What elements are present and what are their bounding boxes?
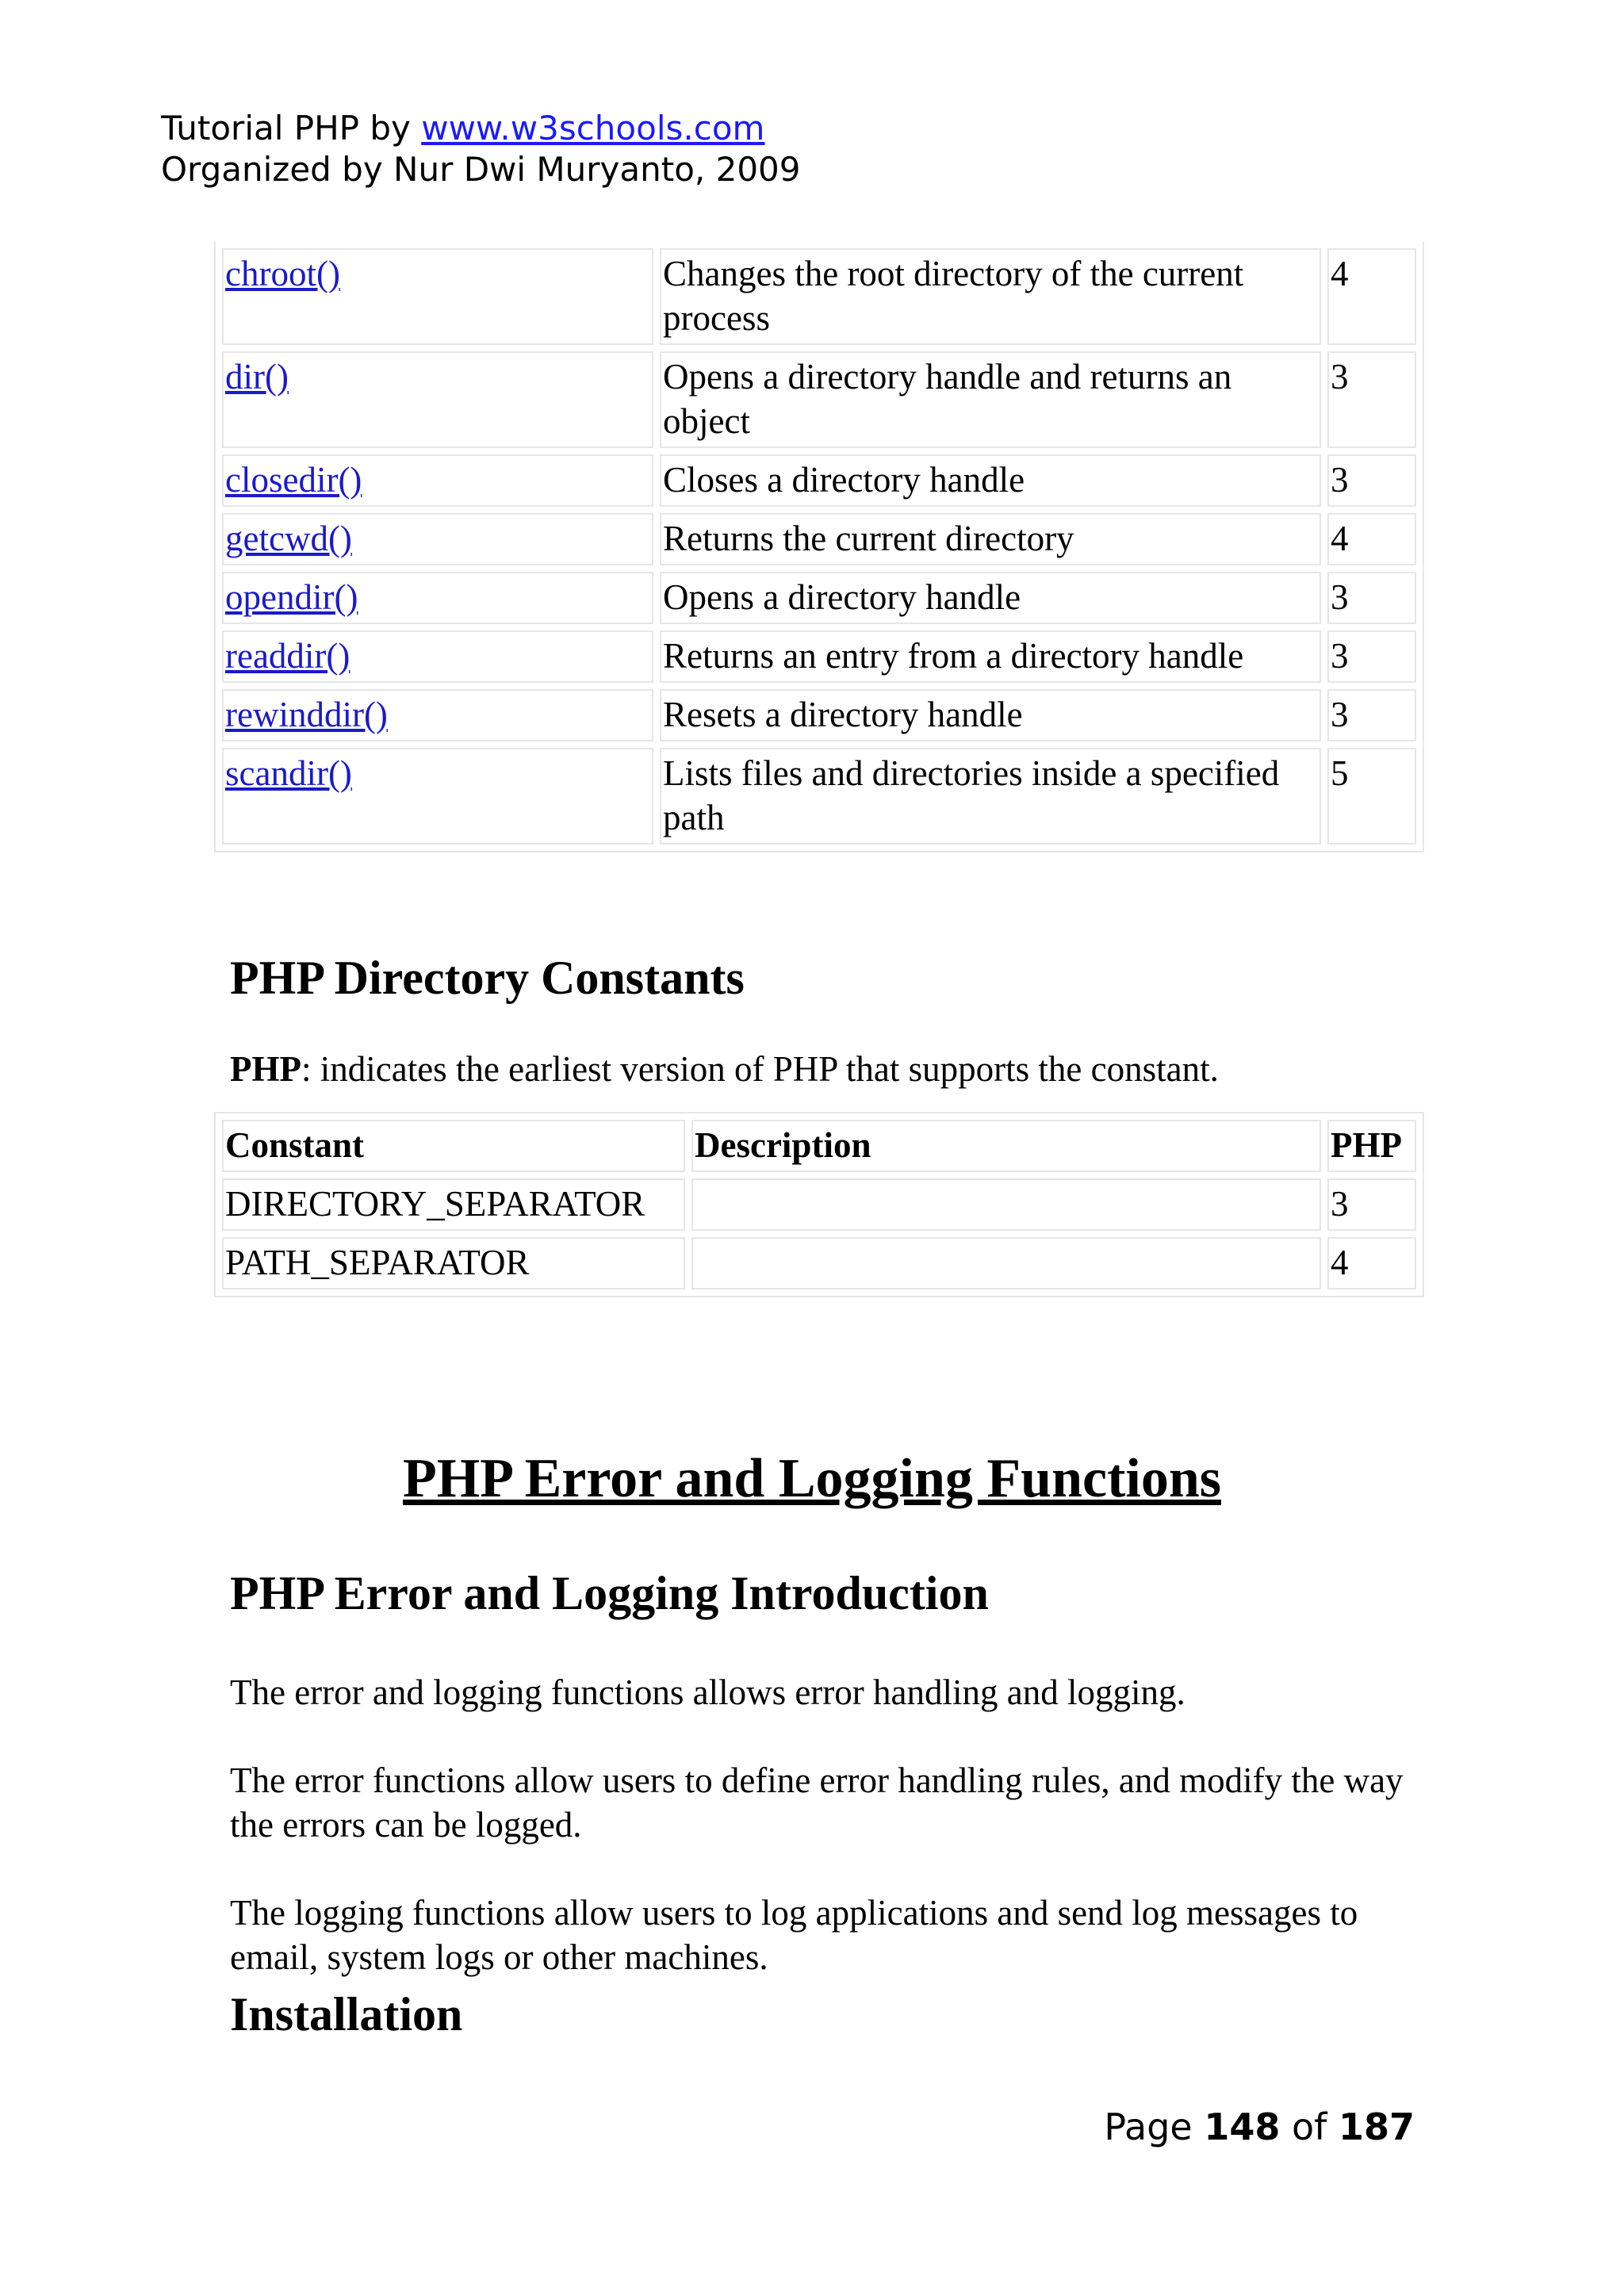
function-description-cell: Returns an entry from a directory handle [660,630,1321,683]
constants-note [230,1047,1451,1091]
function-name-cell [222,689,653,741]
w3schools-link[interactable]: www.w3schools.com [421,109,765,148]
constant-name-cell: PATH_SEPARATOR [222,1237,685,1289]
function-description-cell: Resets a directory handle [660,689,1321,741]
table-row [222,630,1416,683]
col-header-description: Description [691,1120,1321,1172]
error-para-1: The error and logging functions allows error handling and logging. [230,1672,1185,1712]
error-logging-title: PHP Error and Logging Functions [402,1448,1222,1509]
function-description-cell: Returns the current directory [660,513,1321,565]
page-header [161,108,801,190]
constants-note-text: : indicates the earliest version of PHP that supports the constant. [301,1049,1219,1089]
function-description-cell: Lists files and directories inside a specified path [660,748,1321,845]
table-row [222,572,1416,624]
function-name-cell [222,513,653,565]
table-row [222,248,1416,345]
function-php-cell: 3 [1327,351,1416,448]
constants-note-bold: PHP [230,1049,301,1089]
function-php-cell: 3 [1327,572,1416,624]
function-description-cell: Opens a directory handle [660,572,1321,624]
function-php-cell: 3 [1327,454,1416,507]
function-php-cell: 3 [1327,689,1416,741]
function-description-cell: Opens a directory handle and returns an object [660,351,1321,448]
function-php-cell: 4 [1327,513,1416,565]
function-name-cell [222,748,653,845]
error-para-2: The error functions allow users to define error handling rules, and modify the way the errors can be logged. [230,1761,1404,1845]
constants-header-row [222,1120,1416,1172]
function-link[interactable]: dir() [225,357,289,397]
table-row [222,689,1416,741]
error-para-3: The logging functions allow users to log applications and send log messages to email, system logs or other machines. [230,1893,1358,1977]
table-row [222,454,1416,507]
function-php-cell: 3 [1327,630,1416,683]
function-link[interactable]: opendir() [225,577,358,617]
function-description-cell: Changes the root directory of the current process [660,248,1321,345]
header-prefix: Tutorial PHP by [161,109,422,148]
function-name-cell [222,248,653,345]
directory-functions-table [214,242,1424,852]
function-link[interactable]: readdir() [225,636,350,676]
function-description-cell: Closes a directory handle [660,454,1321,507]
function-link[interactable]: rewinddir() [225,695,388,734]
function-name-cell [222,630,653,683]
header-line-2: Organized by Nur Dwi Muryanto, 2009 [161,150,801,189]
directory-constants-table [214,1112,1424,1297]
function-php-cell: 4 [1327,248,1416,345]
table-row [222,1237,1416,1289]
col-header-constant: Constant [222,1120,685,1172]
footer-page-word: Page [1104,2105,1193,2148]
function-name-cell [222,572,653,624]
installation-heading: Installation [230,1988,463,2040]
footer-page-number: 148 [1204,2105,1281,2148]
col-header-php: PHP [1327,1120,1416,1172]
constant-description-cell [691,1237,1321,1289]
header-line-1 [161,108,801,149]
function-link[interactable]: chroot() [225,254,340,293]
table-row [222,351,1416,448]
table-row [222,1178,1416,1231]
function-link[interactable]: scandir() [225,753,352,793]
function-link[interactable]: closedir() [225,460,362,500]
function-name-cell [222,454,653,507]
constants-heading: PHP Directory Constants [230,952,745,1004]
constant-name-cell: DIRECTORY_SEPARATOR [222,1178,685,1231]
function-name-cell [222,351,653,448]
function-php-cell: 5 [1327,748,1416,845]
constant-php-cell: 4 [1327,1237,1416,1289]
constant-description-cell [691,1178,1321,1231]
footer-total-pages: 187 [1338,2105,1415,2148]
table-row [222,748,1416,845]
error-intro-heading: PHP Error and Logging Introduction [230,1567,989,1619]
function-link[interactable]: getcwd() [225,519,352,558]
page-footer [1104,2105,1415,2148]
table-row [222,513,1416,565]
footer-of-word: of [1292,2105,1327,2148]
constant-php-cell: 3 [1327,1178,1416,1231]
